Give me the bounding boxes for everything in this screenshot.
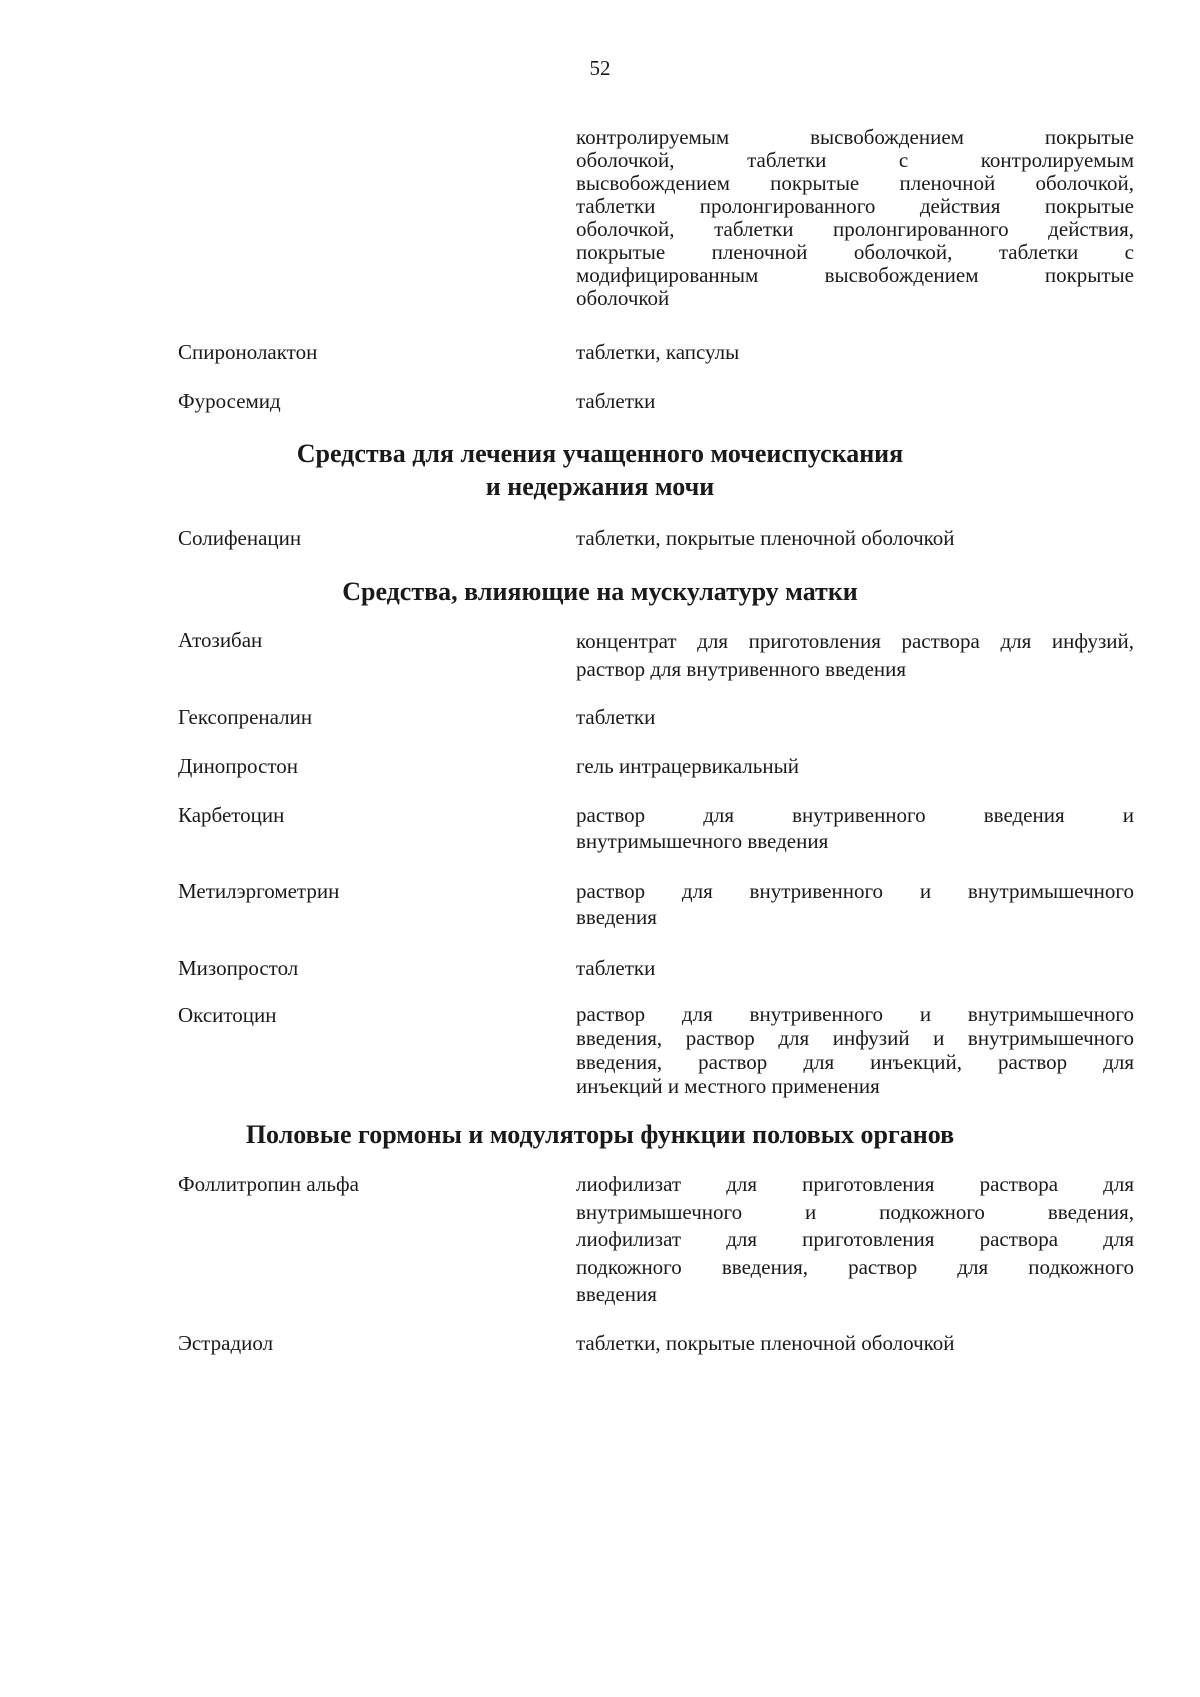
description-line: таблетки, покрытые пленочной оболочкой	[576, 526, 955, 550]
drug-forms	[576, 525, 1134, 551]
description-line: оболочкой, таблетки с контролируемым	[576, 148, 1134, 172]
description-line: внутримышечного и подкожного введения,	[576, 1199, 1134, 1224]
drug-forms	[576, 704, 1134, 730]
description-line: оболочкой	[576, 286, 670, 310]
description-line: раствор для внутривенного и внутримышечного	[576, 1002, 1134, 1026]
drug-forms	[576, 1171, 1134, 1309]
description-line: таблетки	[576, 389, 656, 413]
description-line: введения, раствор для инфузий и внутримышечного	[576, 1026, 1134, 1050]
description-line: оболочкой, таблетки пролонгированного действия,	[576, 217, 1134, 241]
section-heading-line: Средства для лечения учащенного мочеиспускания	[296, 439, 904, 468]
description-line: подкожного введения, раствор для подкожного	[576, 1254, 1134, 1279]
description-line: таблетки, капсулы	[576, 340, 740, 364]
description-line: введения	[576, 1282, 657, 1306]
drug-forms	[576, 955, 1134, 981]
description-line: раствор для внутривенного введения и	[576, 803, 1134, 827]
drug-forms	[576, 878, 1134, 930]
drug-forms	[576, 627, 1134, 683]
section-heading	[0, 575, 1200, 608]
description-line: лиофилизат для приготовления раствора для	[576, 1172, 1134, 1196]
section-heading-line: Половые гормоны и модуляторы функции половых органов	[245, 1120, 955, 1149]
description-line: модифицированным высвобождением покрытые	[576, 263, 1134, 287]
description-line: введения	[576, 905, 657, 929]
continuation-description	[576, 126, 1134, 310]
section-heading	[0, 437, 1200, 503]
description-line: концентрат для приготовления раствора для инфузий,	[576, 629, 1134, 653]
description-line: введения, раствор для инъекций, раствор для	[576, 1050, 1134, 1074]
description-line: раствор для внутривенного введения	[576, 657, 907, 681]
drug-forms	[576, 802, 1134, 854]
description-line: таблетки, покрытые пленочной оболочкой	[576, 1331, 955, 1355]
description-line: раствор для внутривенного и внутримышечного	[576, 879, 1134, 903]
description-line: высвобождением покрытые пленочной оболочкой,	[576, 171, 1134, 195]
drug-forms	[576, 339, 1134, 365]
description-line: таблетки пролонгированного действия покрытые	[576, 194, 1134, 218]
drug-forms	[576, 1330, 1134, 1356]
description-line: внутримышечного введения	[576, 829, 829, 853]
drug-name: Фуросемид	[178, 389, 281, 413]
description-line: таблетки	[576, 705, 656, 729]
description-line: таблетки	[576, 956, 656, 980]
section-heading-line: и недержания мочи	[485, 472, 715, 501]
page-number: 52	[589, 56, 611, 80]
drug-name: Эстрадиол	[178, 1331, 274, 1355]
description-line: лиофилизат для приготовления раствора для	[576, 1227, 1134, 1251]
drug-forms	[576, 753, 1134, 779]
drug-name: Гексопреналин	[178, 705, 313, 729]
drug-name: Солифенацин	[178, 526, 302, 550]
description-line: гель интрацервикальный	[576, 754, 799, 778]
drug-name: Карбетоцин	[178, 803, 285, 827]
drug-name: Фоллитропин альфа	[178, 1172, 359, 1196]
drug-name: Атозибан	[178, 628, 263, 652]
description-line: контролируемым высвобождением покрытые	[576, 125, 1134, 149]
section-heading	[0, 1118, 1200, 1151]
drug-name: Метилэргометрин	[178, 879, 340, 903]
drug-forms	[576, 1002, 1134, 1098]
drug-forms	[576, 388, 1134, 414]
drug-name: Спиронолактон	[178, 340, 318, 364]
description-line: инъекций и местного применения	[576, 1074, 880, 1098]
drug-name: Окситоцин	[178, 1003, 277, 1027]
drug-name: Динопростон	[178, 754, 299, 778]
section-heading-line: Средства, влияющие на мускулатуру матки	[342, 577, 858, 606]
drug-name: Мизопростол	[178, 956, 299, 980]
description-line: покрытые пленочной оболочкой, таблетки с	[576, 240, 1134, 264]
